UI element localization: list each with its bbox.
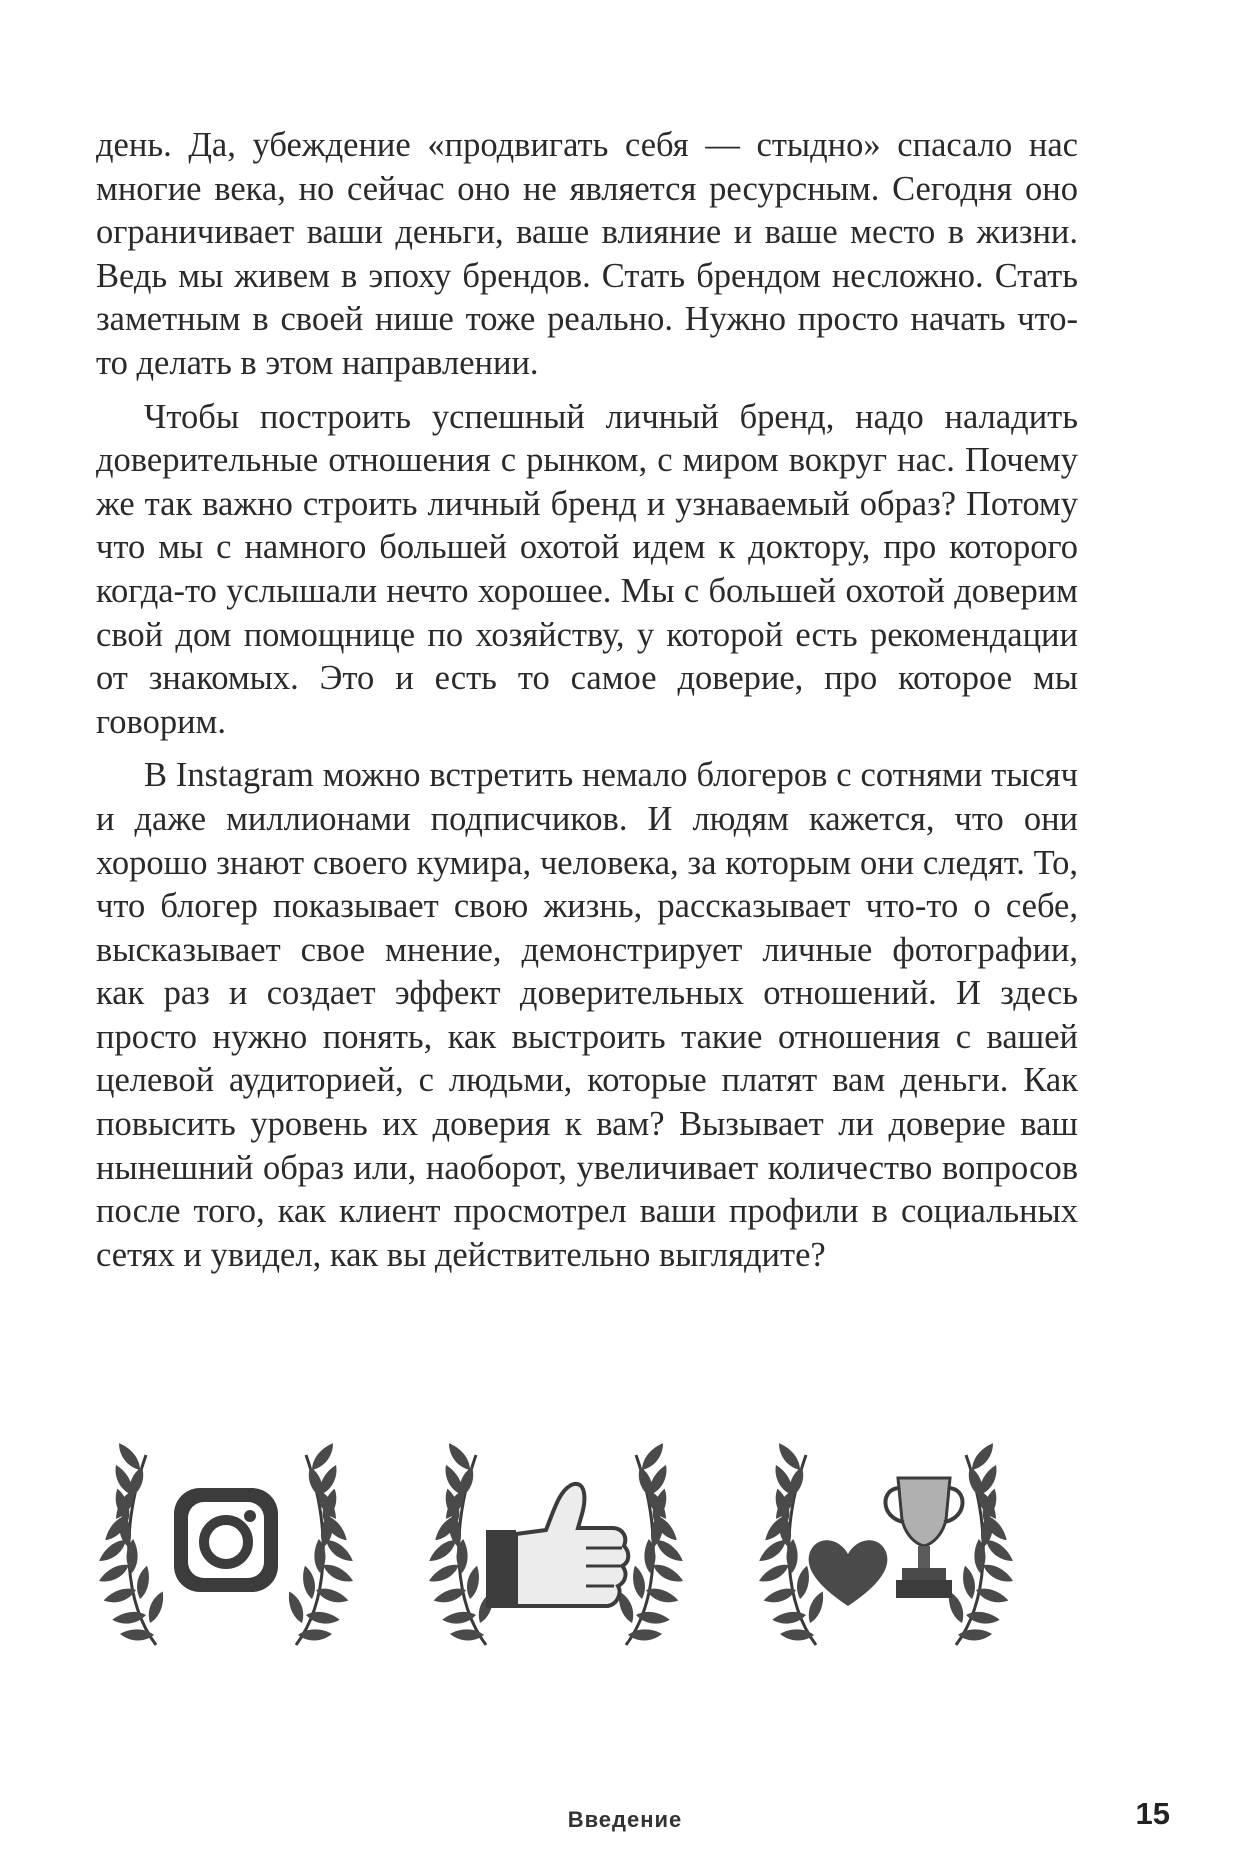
body-text (96, 124, 1078, 1287)
paragraph-3: В Instagram можно встретить немало блогеров с сотнями тысяч и даже миллионами подписчиков. И людям кажется, что они хорошо знают своего кумира, человека, за которым они следят. То, что блогер показывает свою жизнь, рассказывает что-то о себе, высказывает свое мнение, демонстрирует личные фотографии, как раз и создает эффект доверительных отношений. И здесь просто нужно понять, как выстроить такие отношения с вашей целевой аудиторией, с людьми, которые платят вам деньги. Как повысить уровень их доверия к вам? Вызывает ли доверие ваш нынешний образ или, наоборот, увеличивает количество вопросов после того, как клиент просмотрел ваши профили в социальных сетях и увидел, как вы действительно выглядите? (96, 756, 1078, 1274)
page-number: 15 (1135, 1796, 1170, 1831)
paragraph-2: Чтобы построить успешный личный бренд, надо наладить доверительные отношения с рынком, с миром вокруг нас. Почему же так важно строить личный бренд и узнаваемый образ? Потому что мы с намного большей охотой идем к доктору, про которого когда-то услышали нечто хорошее. Мы с большей охотой доверим свой дом помощнице по хозяйству, у которой есть рекомендации от знакомых. Это и есть то самое доверие, про которое мы говорим. (96, 397, 1078, 741)
running-footer-section: Введение (567, 1807, 683, 1832)
paragraph-1: день. Да, убеждение «продвигать себя — стыдно» спасало нас многие века, но сейчас оно не является ресурсным. Сегодня оно ограничивает ваши деньги, ваше влияние и ваше место в жизни. Ведь мы живем в эпоху брендов. Стать брендом несложно. Стать заметным в своей нише тоже реально. Нужно просто начать что-то делать в этом направлении. (96, 126, 1078, 382)
instagram-icon (174, 1488, 278, 1592)
wreath-3 (756, 1440, 1015, 1649)
thumbs-up-icon (486, 1484, 628, 1608)
trophy-icon (885, 1478, 962, 1598)
laurel-illustration (96, 1400, 1086, 1680)
